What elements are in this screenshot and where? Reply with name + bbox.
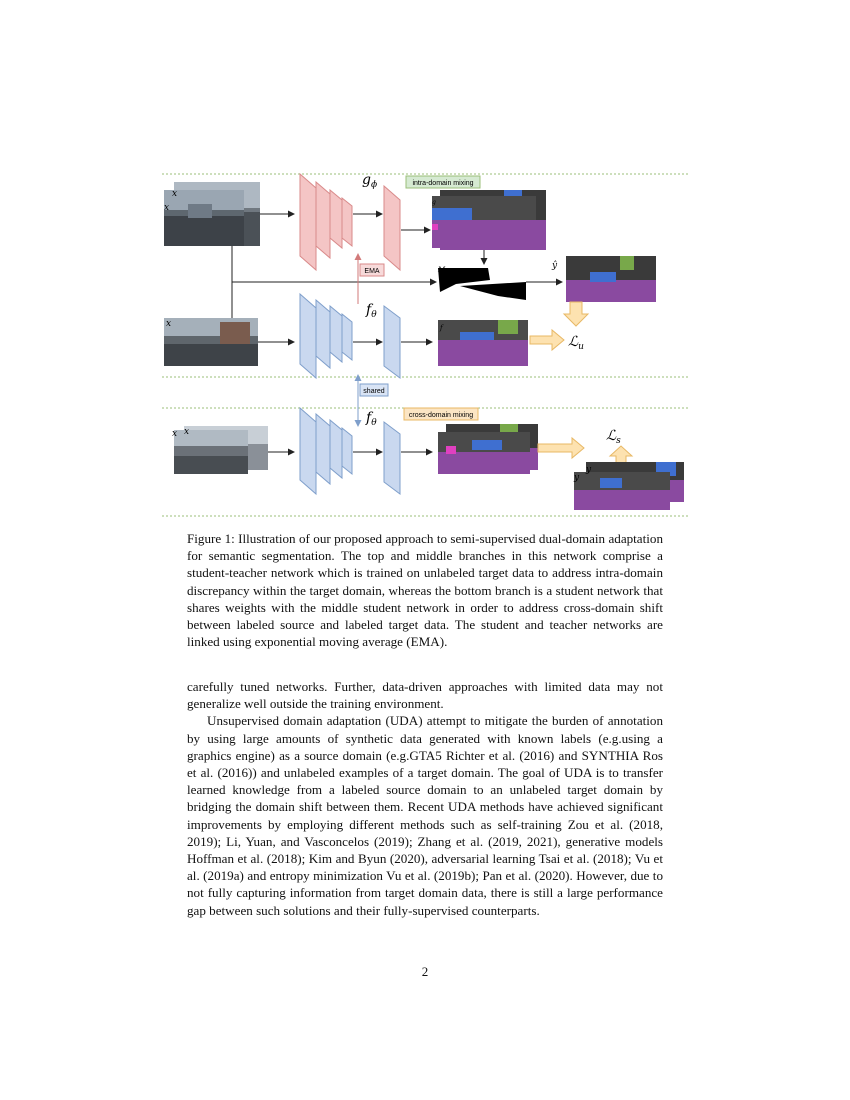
method-figure: [160, 168, 690, 524]
x-ab-u-label: x: [166, 319, 172, 329]
student-decoder-bottom: [384, 422, 400, 494]
svg-text:EMA: EMA: [364, 268, 380, 275]
x-b-u-label: x: [164, 203, 170, 213]
mixed-pseudo-label: [566, 256, 656, 302]
g-phi-label: $g_\phi$: [362, 172, 378, 190]
y-t-label: y: [586, 465, 592, 475]
arrow-middle-to-lu: [530, 330, 564, 350]
student-encoder-bottom: [300, 408, 352, 494]
figure-caption: Figure 1: Illustration of our proposed approach to semi-supervised dual-domain adaptation for semantic segmentation. The top and middle branches in this network comprise a student-teacher network which is trained on unlabeled target data to address intra-domain discrepancy within the target domain, whereas the bottom branch is a student network that shares weights with the middle student network in order to address cross-domain shift between labeled source and labeled target data. The student and teacher networks are linked using exponential moving average (EMA).: [187, 531, 663, 650]
student-prediction: [438, 320, 528, 366]
y-s-label: y: [574, 473, 580, 483]
svg-text:cross-domain mixing: cross-domain mixing: [408, 412, 474, 419]
arrow-bottom-to-ls: [538, 438, 584, 458]
f-theta-label-top: $f_\theta$: [366, 302, 377, 320]
m-label: M: [438, 266, 446, 274]
g-phi-output-label: g: [432, 199, 436, 206]
paragraph: Unsupervised domain adaptation (UDA) attempt to mitigate the burden of annotation by using large amounts of synthetic data generated with known labels (e.g.using a graphics engine) as a source domain (e.g.GTA5 Richter et al. (2016) and SYNTHIA Ros et al. (2016)) and unlabeled examples of a target domain. The goal of UDA is to transfer learned knowledge from a labeled source domain to an unlabeled target domain by bridging the domain shift between them. Recent UDA methods have achieved significant improvements by employing different methods such as self-training Zou et al. (2018, 2019); Li, Yuan, and Vasconcelos (2019); Zhang et al. (2019, 2021), generative models Hoffman et al. (2018); Kim and Byun (2020), adversarial learning Tsai et al. (2018); Vu et al. (2019a) and entropy minimization Vu et al. (2019b); Pan et al. (2020). However, due to not fully capturing information from target domain data, there is still a large performance gap between such solutions and their fully-supervised counterparts.: [187, 713, 663, 918]
ema-tag: [360, 264, 384, 276]
input-images-top: [162, 172, 260, 246]
student-encoder: [300, 294, 352, 378]
l-u-label: ℒ$_u$: [568, 334, 584, 352]
arrow-to-lu: [564, 302, 588, 326]
student-decoder: [384, 306, 400, 378]
page-number: 2: [421, 964, 429, 979]
x-s-label: x: [172, 429, 178, 439]
x-a-u-label: x: [172, 189, 178, 199]
body-text: [187, 678, 663, 919]
svg-text:shared: shared: [363, 388, 385, 395]
arrow-gt-to-ls: [610, 446, 632, 464]
svg-text:intra-domain mixing: intra-domain mixing: [412, 180, 474, 187]
paragraph: carefully tuned networks. Further, data-driven approaches with limited data may not generalize well outside the training environment.: [187, 679, 663, 712]
input-image-mixed: [164, 318, 258, 366]
y-hat-ab-label: ŷ: [552, 261, 558, 271]
bottom-predictions: [438, 424, 538, 474]
cross-domain-mixing-tag: [404, 408, 478, 420]
teacher-decoder: [384, 186, 400, 270]
intra-domain-mixing-tag: [406, 176, 480, 188]
teacher-predictions: [432, 190, 546, 250]
x-t-label: x: [184, 427, 190, 437]
shared-tag: [360, 384, 388, 396]
l-s-label: ℒ$_s$: [606, 428, 621, 446]
teacher-encoder: [300, 174, 352, 270]
f-theta-label-bottom: $f_\theta$: [366, 410, 377, 428]
mask-m: [438, 268, 526, 302]
f-theta-output-label: f: [440, 324, 443, 332]
